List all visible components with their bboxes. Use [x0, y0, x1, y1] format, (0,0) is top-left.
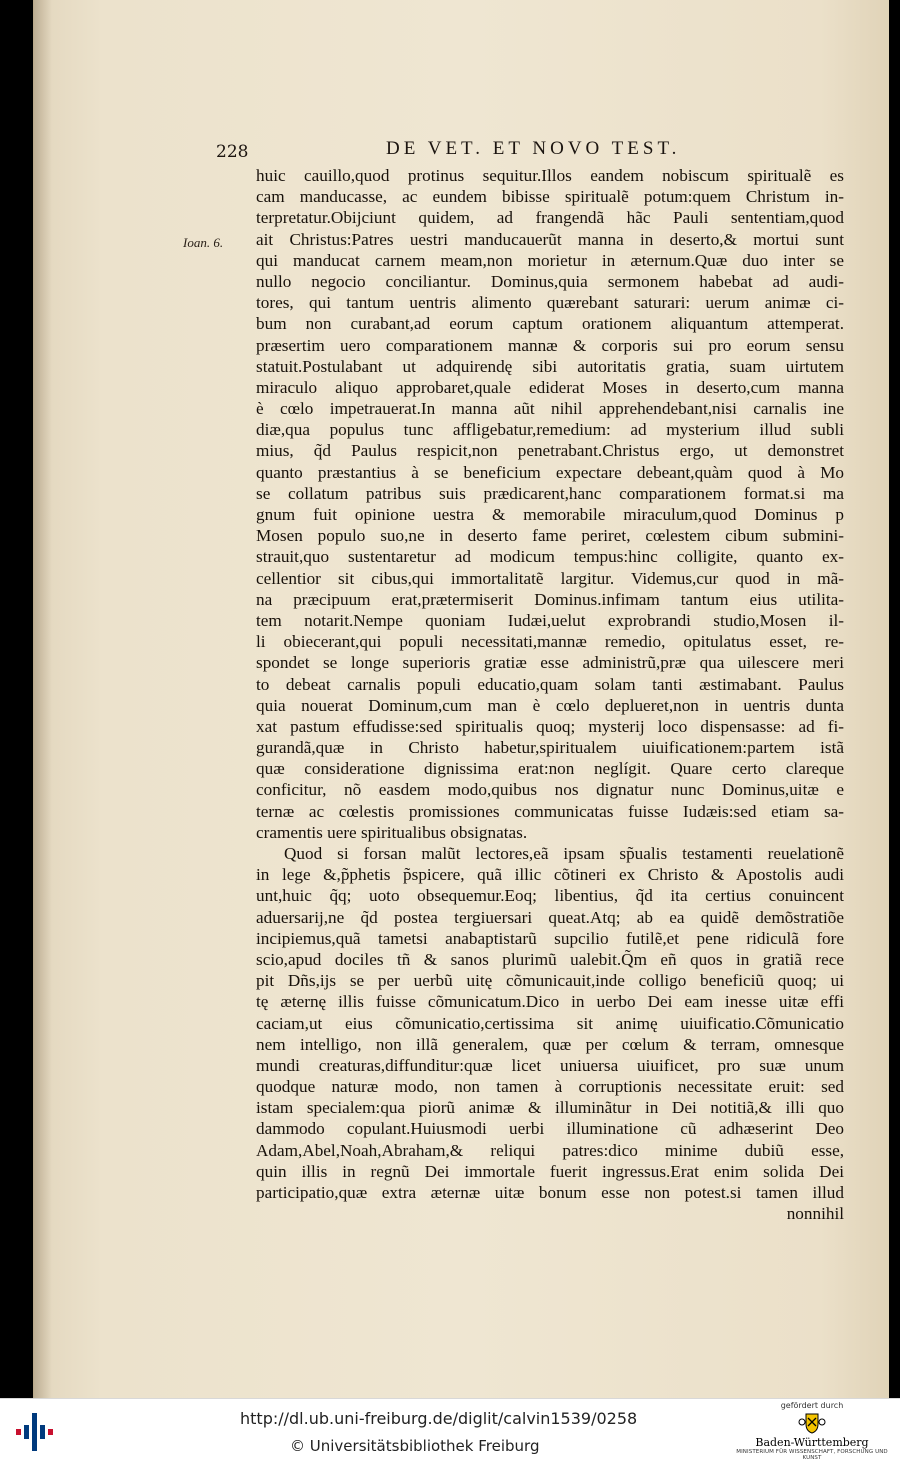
- text-line: li obiecerant,qui populi necessitati,mannæ remedio, opitulatus esset, re-: [256, 632, 844, 652]
- viewer-footer: [0, 1398, 900, 1464]
- sponsor-block: [732, 1401, 892, 1461]
- sponsor-name: Baden-Württemberg: [755, 1436, 869, 1449]
- text-line: in lege &,p̃phetis p̃spicere, quã illic cõtineri ex Christo & Apostolis audi: [256, 865, 844, 885]
- document-url-link[interactable]: http://dl.ub.uni-freiburg.de/diglit/calvin1539/0258: [240, 1409, 638, 1428]
- text-line: conficitur, nõ easdem modo,quibus nos dignatur nunc Dominus,uitæ e: [256, 780, 844, 800]
- text-line: terpretatur.Obijciunt quidem, ad frangendã hãc Pauli sententiam,quod: [256, 208, 844, 228]
- text-line: nem intelligo, non illã generalem, quæ per cœlum & terram, omnesque: [256, 1034, 844, 1054]
- running-head: DE VET. ET NOVO TEST.: [386, 138, 681, 159]
- text-line: statuit.Postulabant ut adquirendę sibi autoritatis gratia, suam uirtutem: [256, 356, 844, 376]
- text-line: Adam,Abel,Noah,Abraham,& reliqui patres:dico minime dubiũ esse,: [256, 1140, 844, 1160]
- text-line: quin illis in regnũ Dei immortale fuerit ingressus.Erat enim solida Dei: [256, 1161, 844, 1181]
- text-line: è cœlo impetrauerat.In manna aũt nihil apprehendebant,nisi carnalis ine: [256, 399, 844, 419]
- text-line: xat pastum effudisse:sed spiritualis quoq; mysterij loco dispensasse: ad fi-: [256, 716, 844, 736]
- sponsor-caption: gefördert durch: [780, 1401, 844, 1410]
- text-line: istam specialem:qua piorũ animæ & illuminãtur in Dei notitiã,& illi quo: [256, 1098, 844, 1118]
- text-line: tem notarit.Nempe quoniam Iudæi,uelut exprobrandi studio,Mosen il-: [256, 610, 844, 630]
- text-line: pit Dñs,ijs se per uerbũ uitę cõmunicauit,inde colligo beneficiũ quoq; ui: [256, 971, 844, 991]
- page-header: [34, 136, 889, 166]
- text-line: tores, qui tantum uentris alimento quærebant saturari: uerum animæ ci-: [256, 293, 844, 313]
- text-line: caciam,ut eius cõmunicatio,certissima sit animę uiuificatio.Cõmunicatio: [256, 1013, 844, 1033]
- text-line: quia nouerat Dominum,cum man è cœlo deplueret,non in uentris dunta: [256, 695, 844, 715]
- text-line: quodque naturæ modo, non tamen à corruptionis necessitate eruit: sed: [256, 1077, 844, 1097]
- text-line: cam manducasse, ac eundem bibisse spiritualẽ potum:quem Christum in-: [256, 187, 844, 207]
- text-line: miraculo aliquo approbaret,quale ediderat Moses in deserto,cum manna: [256, 377, 844, 397]
- text-line: ait Christus:Patres uestri manducauerũt manna in deserto,& mortui sunt: [256, 229, 844, 249]
- text-line: qui manducat carnem meam,non morietur in æternum.Quæ duo inter se: [256, 250, 844, 270]
- text-line: aduersarij,ne q̃d postea tergiuersari queat.Atq; ab ea quidẽ demõstratiõe: [256, 907, 844, 927]
- text-line: ternæ ac cœlestis promissiones communicatas fuisse Iudæis:sed etiam sa-: [256, 801, 844, 821]
- text-line: cellentior sit cibus,qui immortalitatẽ largitur. Videmus,cur quod in mã-: [256, 568, 844, 588]
- copyright-text: © Universitätsbibliothek Freiburg: [290, 1437, 540, 1455]
- text-line: tę æternę illis fuisse cõmunicatum.Dico in uerbo Dei eam inesse uitæ effi: [256, 992, 844, 1012]
- sponsor-ministry: MINISTERIUM FÜR WISSENSCHAFT, FORSCHUNG UND KUNST: [736, 1449, 888, 1461]
- text-line: huic cauillo,quod protinus sequitur.Illos eandem nobiscum spiritualẽ es: [256, 166, 844, 185]
- margin-note: Ioan. 6.: [183, 235, 224, 250]
- text-line: mundi creaturas,diffunditur:quæ licet uniuersa uiuificet, pro suæ unum: [256, 1055, 844, 1075]
- text-line: præsertim uero comparationem mannæ & corporis sui pro eorum sensu: [256, 335, 844, 355]
- body-text: [256, 165, 844, 1224]
- text-line: se collatum patribus suis prædicarent,hanc comparationem format.si ma: [256, 483, 844, 503]
- text-line: nonnihil: [786, 1204, 844, 1224]
- page-number: 228: [216, 142, 249, 162]
- text-line: bum non curabant,ad eorum captum orationem aliquantum attemperat.: [256, 314, 844, 334]
- text-line: gnum fuit opinione uestra & memorabile miraculum,quod Dominus p: [256, 505, 844, 524]
- text-line: quæ consideratione dignissima erat:non neglígit. Quare certo clareque: [256, 759, 844, 779]
- text-line: spondet se longe superioris gratiæ esse administrũ,præ qua uilescere meri: [256, 653, 844, 673]
- text-line: cramentis uere spiritualibus obsignatas.: [256, 822, 528, 842]
- library-logo-icon: [14, 1409, 54, 1455]
- text-line: quanto præstantius à se beneficium expectare debeant,quàm quod à Mo: [256, 462, 844, 482]
- text-line: unt,huic q̃q; uoto obsequemur.Eoq; libentius, q̃d ita certius conuincent: [256, 886, 844, 906]
- text-line: na præcipuum erat,prætermiserit Dominus.infimam tantum eius utilita-: [256, 589, 844, 609]
- text-line: participatio,quæ extra æternæ uitæ bonum esse non potest.si tamen illud: [256, 1183, 844, 1202]
- text-line: Quod si forsan malũt lectores,eã ipsam sp̃ualis testamenti reuelationẽ: [284, 844, 844, 863]
- text-line: gurandã,quæ in Christo habetur,spiritualem uiuificationem:partem istã: [256, 738, 844, 758]
- text-line: to debeat carnalis populi educatio,quam solam tanti æstimabant. Paulus: [256, 674, 844, 694]
- text-line: strauit,quo sustentaretur ad modicum tempus:hinc colligite, quanto ex-: [256, 547, 844, 567]
- text-line: diæ,qua populus tunc affligebatur,remedium: ad mysterium illud subli: [256, 420, 844, 440]
- text-line: nullo negocio conciliantur. Dominus,quia sermonem habebat ad audi-: [256, 271, 844, 291]
- text-line: scio,apud dociles tñ & sanos plurimũ ualebit.Q̃m eñ quos in gratiã rece: [256, 949, 844, 969]
- text-line: incipiemus,quã tametsi anabaptistarũ supcilio futilẽ,et pene ridiculã fore: [256, 928, 844, 948]
- text-line: Mosen populo suo,ne in deserto fame periret, cœlestem cibum submini-: [256, 526, 844, 546]
- text-line: mius, q̃d Paulus respicit,non penetrabant.Christus ergo, ut demonstret: [256, 441, 844, 461]
- text-line: dammodo copulant.Huiusmodi uerbi illuminatione cũ adhæserint Deo: [256, 1119, 844, 1139]
- book-page: [33, 0, 889, 1398]
- state-crest-icon: [798, 1412, 826, 1434]
